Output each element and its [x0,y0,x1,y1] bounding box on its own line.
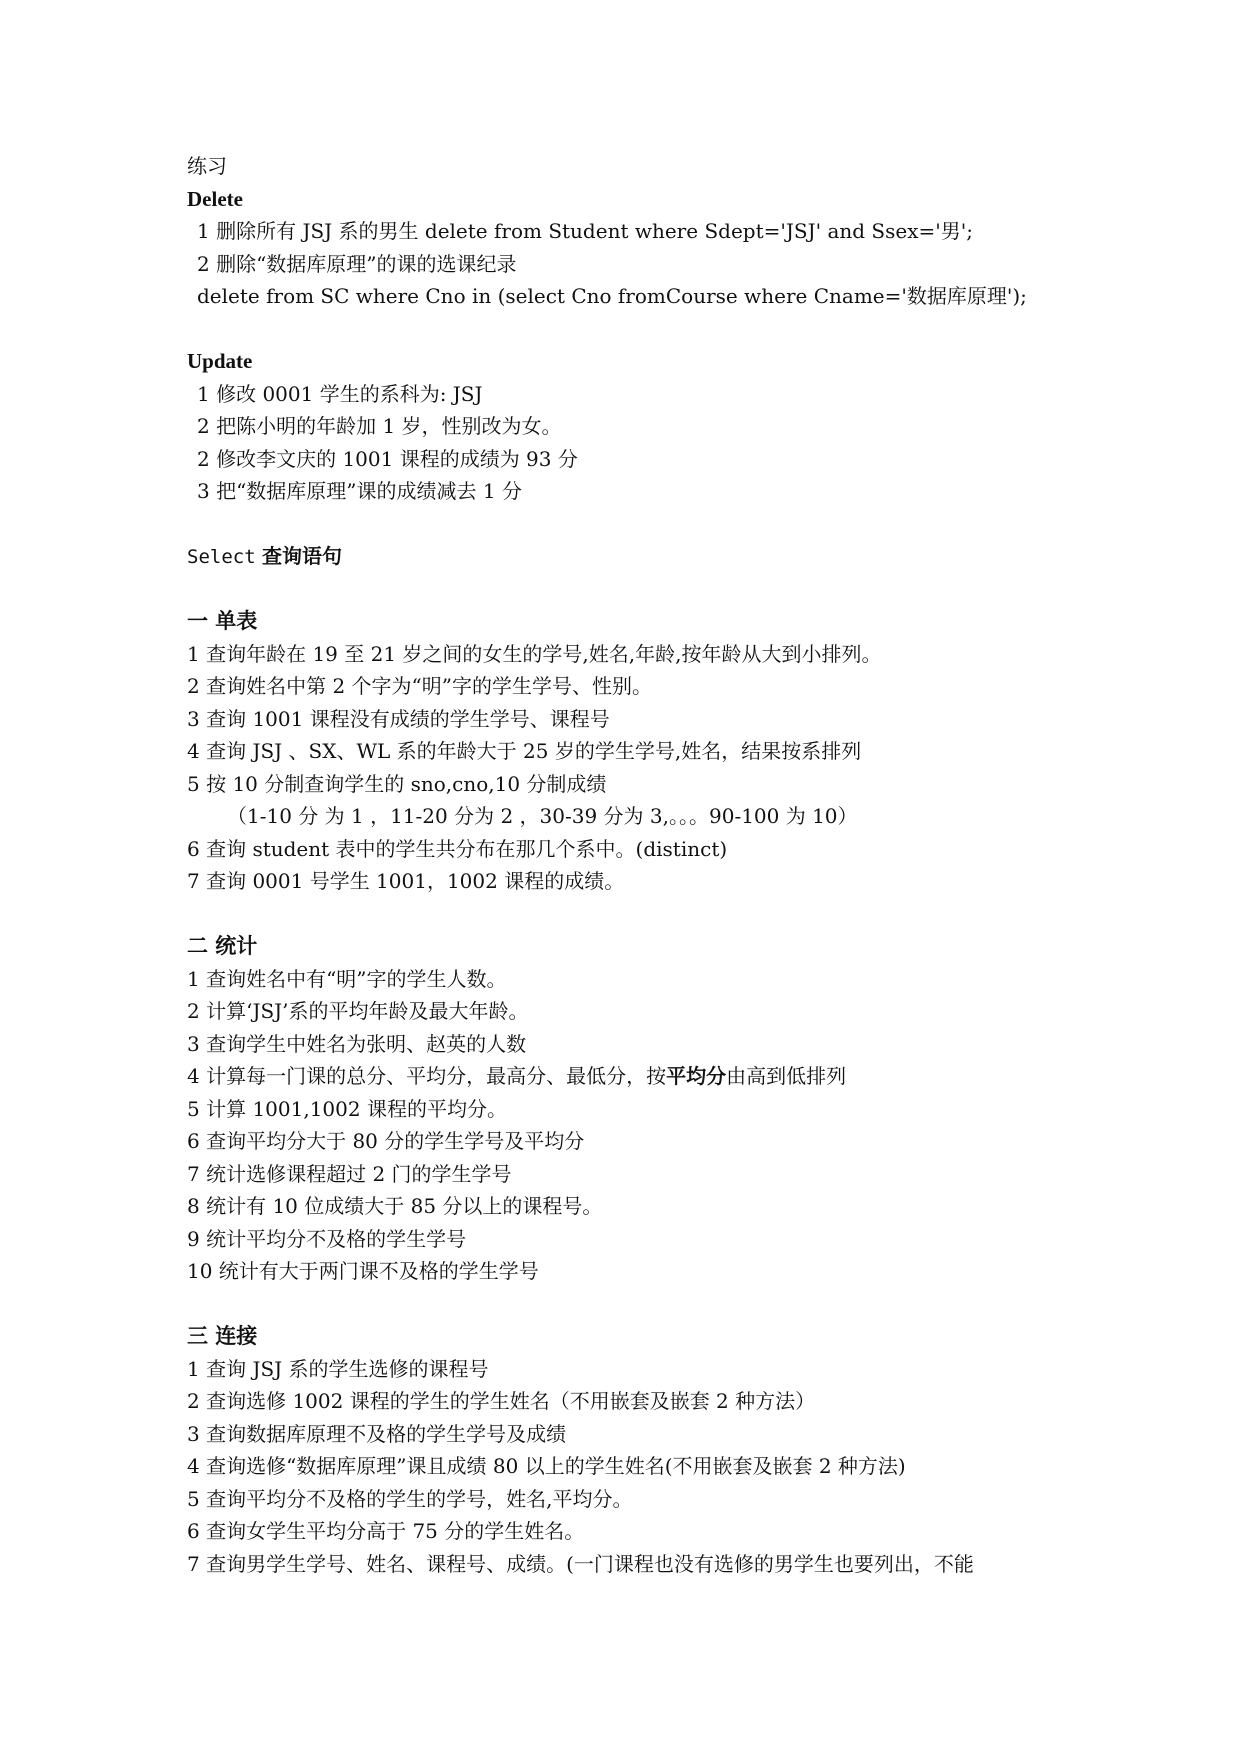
join-heading: 三 连接 [187,1323,258,1348]
statistics-item-6: 6 查询平均分大于 80 分的学生学号及平均分 [187,1129,585,1153]
statistics-item-9: 9 统计平均分不及格的学生学号 [187,1226,467,1251]
statistics-item-2: 2 计算‘JSJ’系的平均年龄及最大年龄。 [187,999,529,1023]
delete-sql: delete from SC where Cno in (select Cno fromCourse where Cname='数据库原理'); [197,284,1027,308]
join-item-1: 1 查询 JSJ 系的学生选修的课程号 [187,1356,489,1381]
join-item-4: 4 查询选修“数据库原理”课且成绩 80 以上的学生姓名(不用嵌套及嵌套 2 种方法) [187,1454,906,1478]
join-item-3: 3 查询数据库原理不及格的学生学号及成绩 [187,1421,567,1446]
delete-item-2: 2 删除“数据库原理”的课的选课纪录 [197,251,517,276]
single-table-heading: 一 单表 [187,608,258,633]
document-page [187,150,1087,1580]
statistics-item-3: 3 查询学生中姓名为张明、赵英的人数 [187,1031,527,1056]
single-table-item-5: 5 按 10 分制查询学生的 sno,cno,10 分制成绩 [187,771,607,796]
statistics-item-8: 8 统计有 10 位成绩大于 85 分以上的课程号。 [187,1194,603,1218]
statistics-item-4 [187,1060,1087,1093]
doc-title: 练习 [187,154,227,178]
single-table-item-3: 3 查询 1001 课程没有成绩的学生学号、课程号 [187,706,610,731]
statistics-item-4-bold: 平均分 [666,1064,727,1088]
spacer [187,573,1087,606]
update-item-3: 2 修改李文庆的 1001 课程的成绩为 93 分 [197,446,578,471]
spacer [187,508,1087,541]
select-title: 查询语句 [262,544,342,568]
statistics-heading: 二 统计 [187,933,258,958]
update-item-4: 3 把“数据库原理”课的成绩减去 1 分 [197,479,522,503]
statistics-item-10: 10 统计有大于两门课不及格的学生学号 [187,1259,539,1283]
statistics-item-4-suffix: 由高到低排列 [726,1064,847,1088]
statistics-item-4-prefix: 4 计算每一门课的总分、平均分，最高分、最低分，按 [187,1064,667,1088]
spacer [187,313,1087,346]
update-item-1: 1 修改 0001 学生的系科为: JSJ [197,381,483,406]
join-item-7: 7 查询男学生学号、姓名、课程号、成绩。(一门课程也没有选修的男学生也要列出，不能 [187,1551,974,1576]
select-keyword: Select [187,546,256,568]
statistics-item-7: 7 统计选修课程超过 2 门的学生学号 [187,1161,512,1186]
single-table-item-4: 4 查询 JSJ 、SX、WL 系的年龄大于 25 岁的学生学号,姓名，结果按系排列 [187,739,862,763]
spacer [187,898,1087,931]
delete-heading: Delete [187,186,243,211]
statistics-item-5: 5 计算 1001,1002 课程的平均分。 [187,1096,507,1121]
select-heading [187,540,1087,573]
update-heading: Update [187,349,253,373]
statistics-item-1: 1 查询姓名中有“明”字的学生人数。 [187,966,507,991]
join-item-5: 5 查询平均分不及格的学生的学号，姓名,平均分。 [187,1486,633,1511]
single-table-item-2: 2 查询姓名中第 2 个字为“明”字的学生学号、性别。 [187,674,652,698]
single-table-item-7: 7 查询 0001 号学生 1001，1002 课程的成绩。 [187,869,625,893]
update-item-2: 2 把陈小明的年龄加 1 岁，性别改为女。 [197,414,562,438]
delete-item-1: 1 删除所有 JSJ 系的男生 delete from Student where Sdept='JSJ' and Ssex='男'; [197,219,974,243]
spacer [187,1288,1087,1321]
join-item-6: 6 查询女学生平均分高于 75 分的学生姓名。 [187,1519,585,1543]
single-table-item-5-detail: （1-10 分 为 1 ，11-20 分为 2 ，30-39 分为 3,。。。90-100 为 10） [227,804,858,828]
join-item-2: 2 查询选修 1002 课程的学生的学生姓名（不用嵌套及嵌套 2 种方法） [187,1389,816,1413]
single-table-item-6: 6 查询 student 表中的学生共分布在那几个系中。(distinct) [187,836,728,861]
single-table-item-1: 1 查询年龄在 19 至 21 岁之间的女生的学号,姓名,年龄,按年龄从大到小排列。 [187,641,882,666]
